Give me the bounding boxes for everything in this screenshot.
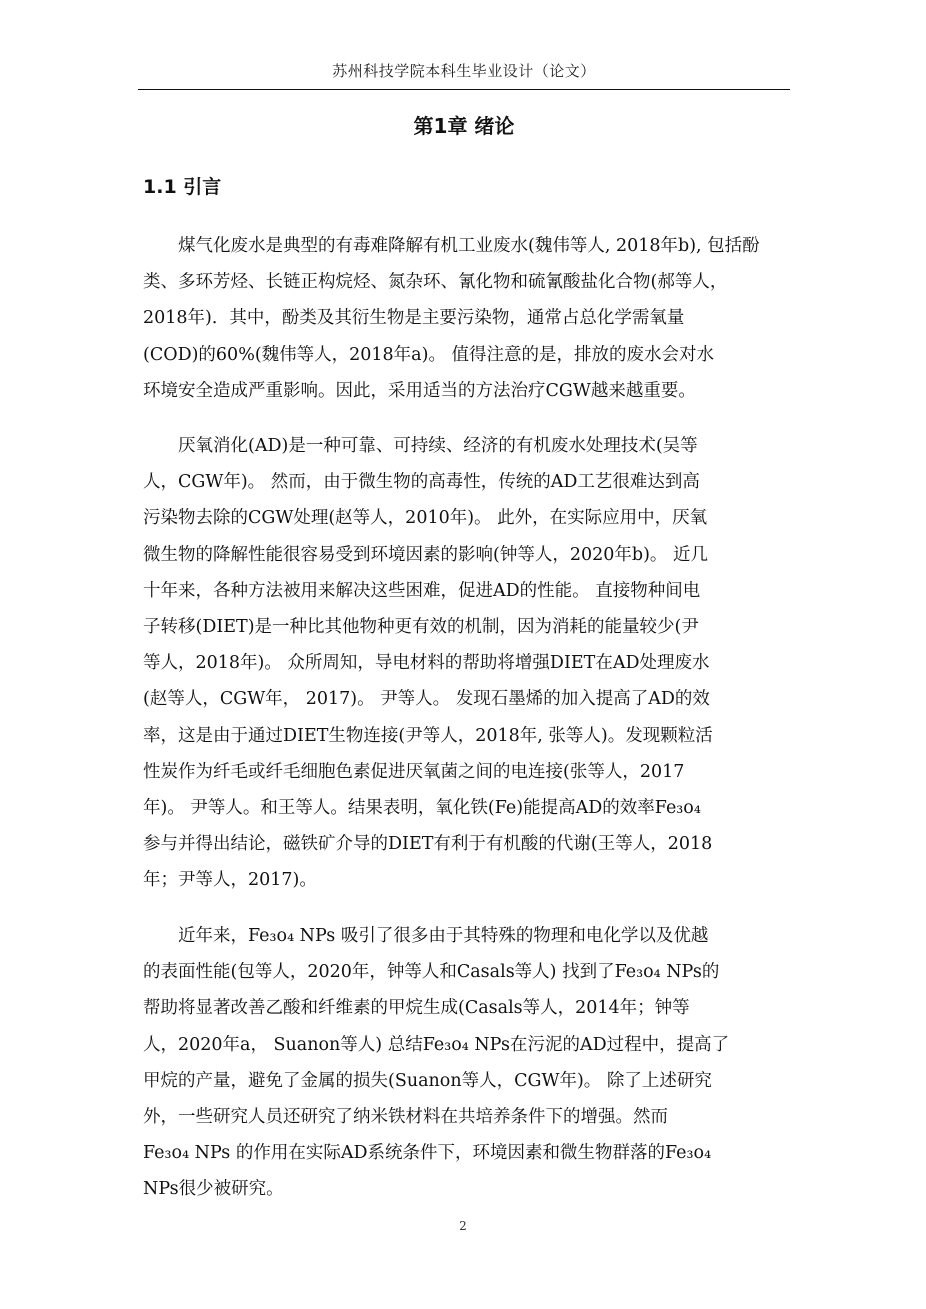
page-number: 2 — [459, 1219, 467, 1233]
paragraph-line: 类、多环芳烃、长链正构烷烃、氮杂环、氰化物和硫氰酸盐化合物(郝等人， — [143, 272, 728, 293]
paragraph-line: 人，2020年a， Suanon等人) 总结Fe₃o₄ NPs在污泥的AD过程中，提高了 — [143, 1034, 730, 1055]
section-title: 1.1 引言 — [143, 176, 222, 198]
paragraph-line: 参与并得出结论，磁铁矿介导的DIET有利于有机酸的代谢(王等人，2018 — [143, 834, 713, 855]
paragraph-line: 外，一些研究人员还研究了纳米铁材料在共培养条件下的增强。然而 — [143, 1107, 668, 1128]
header-rule — [138, 89, 790, 90]
paragraph-line: 帮助将显著改善乙酸和纤维素的甲烷生成(Casals等人，2014年；钟等 — [143, 998, 690, 1019]
paragraph-line: NPs很少被研究。 — [143, 1179, 284, 1200]
paragraph-line: 率，这是由于通过DIET生物连接(尹等人，2018年, 张等人)。发现颗粒活 — [143, 725, 713, 746]
paragraph-line: 微生物的降解性能很容易受到环境因素的影响(钟等人，2020年b)。 近几 — [143, 544, 708, 565]
chapter-title: 第1章 绪论 — [413, 114, 515, 138]
paragraph-line: Fe₃o₄ NPs 的作用在实际AD系统条件下，环境因素和微生物群落的Fe₃o₄ — [143, 1143, 712, 1164]
paragraph-line: 厌氧消化(AD)是一种可靠、可持续、经济的有机废水处理技术(吴等 — [178, 436, 698, 456]
paragraph-line: 十年来，各种方法被用来解决这些困难，促进AD的性能。 直接物种间电 — [143, 580, 701, 601]
paragraph-line: 子转移(DIET)是一种比其他物种更有效的机制，因为消耗的能量较少(尹 — [143, 617, 699, 638]
paragraph-line: 近年来，Fe₃o₄ NPs 吸引了很多由于其特殊的物理和电化学以及优越 — [178, 926, 709, 946]
paragraph-2 — [143, 428, 795, 899]
paragraph-line: 的表面性能(包等人，2020年，钟等人和Casals等人) 找到了Fe₃o₄ NPs的 — [143, 962, 720, 983]
paragraph-line: (COD)的60%(魏伟等人，2018年a)。 值得注意的是，排放的废水会对水 — [143, 344, 715, 365]
paragraph-line: 环境安全造成严重影响。因此，采用适当的方法治疗CGW越来越重要。 — [143, 380, 696, 401]
paragraph-line: 性炭作为纤毛或纤毛细胞色素促进厌氧菌之间的电连接(张等人，2017 — [143, 761, 685, 782]
paragraph-line: 污染物去除的CGW处理(赵等人，2010年)。 此外，在实际应用中，厌氧 — [143, 508, 708, 529]
paragraph-line: 年；尹等人，2017)。 — [143, 870, 317, 891]
paragraph-line: (赵等人，CGW年， 2017)。 尹等人。 发现石墨烯的加入提高了AD的效 — [143, 689, 710, 710]
paragraph-line: 2018年)．其中，酚类及其衍生物是主要污染物，通常占总化学需氧量 — [143, 308, 685, 329]
paragraph-line: 人，CGW年)。 然而，由于微生物的高毒性，传统的AD工艺很难达到高 — [143, 472, 700, 493]
paragraph-line: 年)。 尹等人。和王等人。结果表明，氧化铁(Fe)能提高AD的效率Fe₃o₄ — [143, 798, 701, 819]
page-header: 苏州科技学院本科生毕业设计（论文） — [332, 62, 596, 80]
paragraph-1 — [143, 228, 795, 409]
paragraph-line: 等人，2018年)。 众所周知，导电材料的帮助将增强DIET在AD处理废水 — [143, 653, 710, 674]
paragraph-line: 煤气化废水是典型的有毒难降解有机工业废水(魏伟等人, 2018年b), 包括酚 — [178, 236, 760, 256]
paragraph-line: 甲烷的产量，避免了金属的损失(Suanon等人，CGW年)。 除了上述研究 — [143, 1070, 712, 1091]
paragraph-3 — [143, 918, 795, 1208]
